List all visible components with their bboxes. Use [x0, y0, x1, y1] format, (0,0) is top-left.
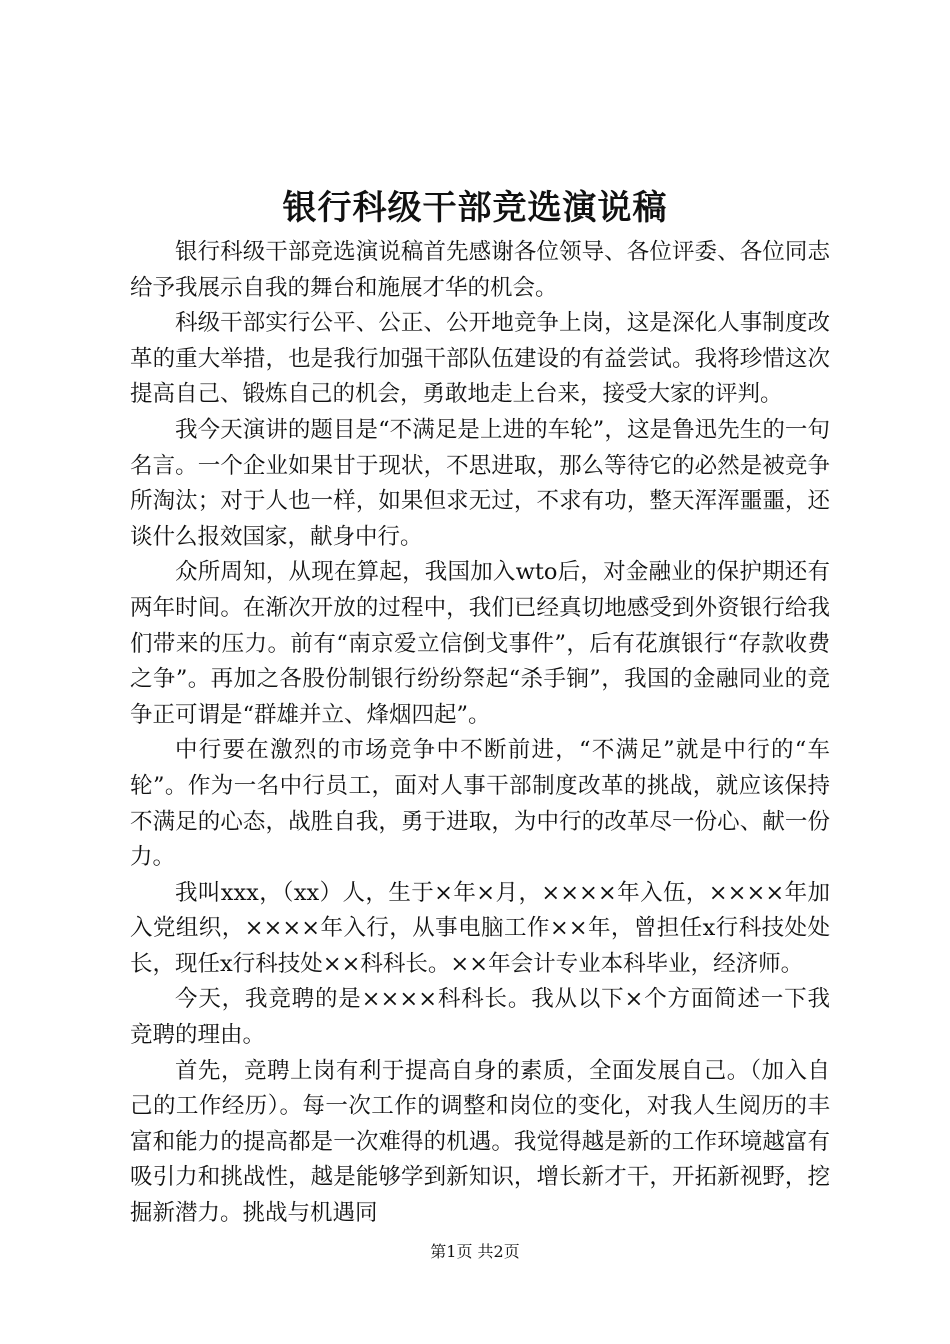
paragraph: 今天，我竞聘的是××××科科长。我从以下×个方面简述一下我竞聘的理由。 [130, 986, 830, 1049]
paragraph: 首先，竞聘上岗有利于提高自身的素质，全面发展自己。（加入自己的工作经历）。每一次工作的调整和岗位的变化，对我人生阅历的丰富和能力的提高都是一次难得的机遇。我觉得越是新的工作环境越富有吸引力和挑战性，越是能够学到新知识，增长新才干，开拓新视野，挖掘新潜力。挑战与机遇同 [130, 1057, 830, 1227]
paragraph: 众所周知，从现在算起，我国加入wto后，对金融业的保护期还有两年时间。在渐次开放的过程中，我们已经真切地感受到外资银行给我们带来的压力。前有“南京爱立信倒戈事件”，后有花旗银行“存款收费之争”。再加之各股份制银行纷纷祭起“杀手锏”，我国的金融同业的竞争正可谓是“群雄并立、烽烟四起”。 [130, 559, 830, 728]
paragraph: 中行要在激烈的市场竞争中不断前进，“不满足”就是中行的“车轮”。作为一名中行员工，面对人事干部制度改革的挑战，就应该保持不满足的心态，战胜自我，勇于进取，为中行的改革尽一份心、献一份力。 [130, 737, 830, 871]
page-footer: 第1页 共2页 [430, 1242, 520, 1261]
paragraph: 我叫xxx，（xx）人，生于×年×月，××××年入伍，××××年加入党组织，××××年入行，从事电脑工作××年，曾担任x行科技处处长，现任x行科技处××科科长。××年会计专业本科毕业，经济师。 [130, 879, 830, 977]
document-title: 银行科级干部竞选演说稿 [282, 188, 668, 228]
paragraph: 我今天演讲的题目是“不满足是上进的车轮”，这是鲁迅先生的一句名言。一个企业如果甘于现状，不思进取，那么等待它的必然是被竞争所淘汰；对于人也一样，如果但求无过，不求有功，整天浑浑噩噩，还谈什么报效国家，献身中行。 [130, 416, 830, 550]
paragraph: 银行科级干部竞选演说稿首先感谢各位领导、各位评委、各位同志给予我展示自我的舞台和施展才华的机会。 [130, 239, 830, 301]
document-body [130, 235, 830, 1232]
paragraph: 科级干部实行公平、公正、公开地竞争上岗，这是深化人事制度改革的重大举措，也是我行加强干部队伍建设的有益尝试。我将珍惜这次提高自己、锻炼自己的机会，勇敢地走上台来，接受大家的评判。 [130, 310, 830, 408]
